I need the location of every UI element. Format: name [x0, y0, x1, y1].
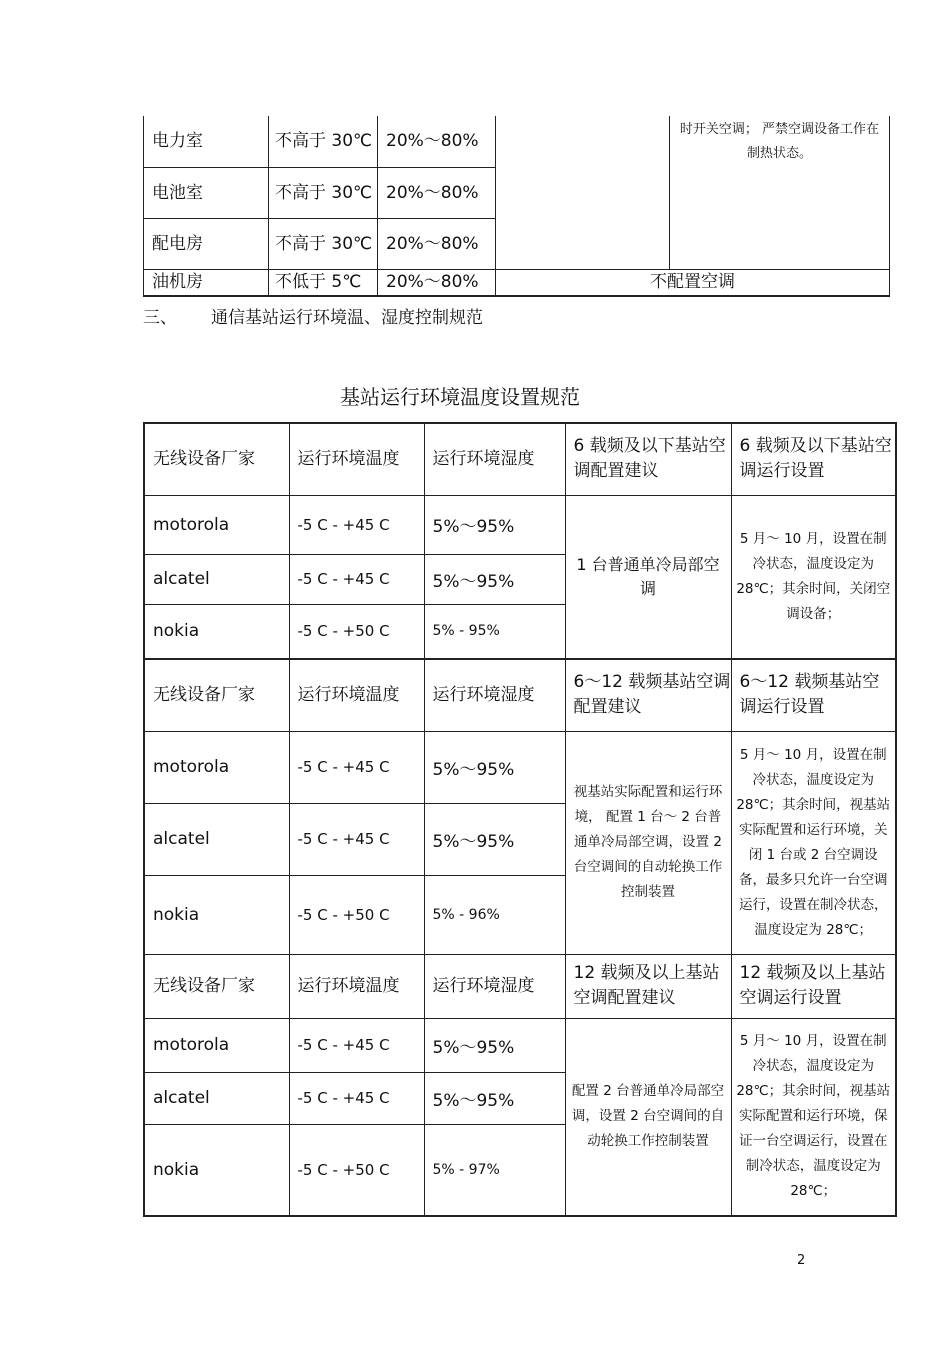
temp-cell: -5 C - +45 C — [289, 803, 424, 875]
vendor-cell: nokia — [144, 604, 289, 659]
table-title: 基站运行环境温度设置规范 — [340, 385, 580, 409]
room-cell: 配电房 — [144, 218, 269, 269]
temp-cell: -5 C - +45 C — [289, 1018, 424, 1072]
humidity-cell: 20%～80% — [378, 269, 496, 296]
aircon-note: 时开关空调； 严禁空调设备工作在制热状态。 — [670, 116, 890, 269]
config-cell: 配置 2 台普通单冷局部空调，设置 2 台空调间的自动轮换工作控制装置 — [565, 1018, 731, 1216]
temp-cell: -5 C - +45 C — [289, 495, 424, 554]
temp-cell: -5 C - +50 C — [289, 875, 424, 954]
humidity-cell: 5%～95% — [424, 803, 565, 875]
vendor-header: 无线设备厂家 — [144, 423, 289, 495]
temp-cell: -5 C - +50 C — [289, 604, 424, 659]
vendor-cell: alcatel — [144, 1072, 289, 1124]
no-aircon-cell: 不配置空调 — [496, 269, 890, 296]
temp-cell: 不高于 30℃ — [269, 116, 378, 167]
room-cell: 电力室 — [144, 116, 269, 167]
header-row — [144, 954, 896, 1018]
setting-header: 12 载频及以上基站空调运行设置 — [731, 954, 896, 1018]
humidity-cell: 20%～80% — [378, 167, 496, 218]
vendor-cell: motorola — [144, 1018, 289, 1072]
table-row — [144, 116, 890, 167]
section-number: 三、 — [143, 308, 177, 328]
config-cell: 视基站实际配置和运行环境， 配置 1 台～ 2 台普通单冷局部空调，设置 2 台空调间的自动轮换工作控制装置 — [565, 731, 731, 954]
humidity-cell: 5% - 96% — [424, 875, 565, 954]
vendor-cell: alcatel — [144, 554, 289, 604]
room-cell: 电池室 — [144, 167, 269, 218]
vendor-header: 无线设备厂家 — [144, 659, 289, 731]
temp-cell: 不低于 5℃ — [269, 269, 378, 296]
humidity-cell: 20%～80% — [378, 218, 496, 269]
table-row — [144, 269, 890, 296]
vendor-cell: motorola — [144, 495, 289, 554]
temp-header: 运行环境温度 — [289, 659, 424, 731]
config-header: 12 载频及以上基站空调配置建议 — [565, 954, 731, 1018]
vendor-header: 无线设备厂家 — [144, 954, 289, 1018]
humidity-cell: 5%～95% — [424, 731, 565, 803]
humidity-cell: 5%～95% — [424, 554, 565, 604]
humidity-cell: 5% - 95% — [424, 604, 565, 659]
temp-cell: -5 C - +45 C — [289, 1072, 424, 1124]
temp-cell: -5 C - +45 C — [289, 554, 424, 604]
temp-cell: 不高于 30℃ — [269, 167, 378, 218]
humidity-header: 运行环境湿度 — [424, 954, 565, 1018]
vendor-cell: motorola — [144, 731, 289, 803]
config-header: 6～12 载频基站空调配置建议 — [565, 659, 731, 731]
setting-cell: 5 月～ 10 月，设置在制冷状态，温度设定为 28℃；其余时间，视基站实际配置和运行环境，关闭 1 台或 2 台空调设备，最多只允许一台空调运行，设置在制冷状态，温度设定为 28℃； — [731, 731, 896, 954]
setting-header: 6～12 载频基站空调运行设置 — [731, 659, 896, 731]
header-row — [144, 423, 896, 495]
room-cell: 油机房 — [144, 269, 269, 296]
temp-cell: -5 C - +50 C — [289, 1124, 424, 1216]
header-row — [144, 659, 896, 731]
section-heading — [143, 303, 483, 328]
temp-cell: -5 C - +45 C — [289, 731, 424, 803]
setting-cell: 5 月～ 10 月，设置在制冷状态，温度设定为 28℃；其余时间，关闭空调设备； — [731, 495, 896, 659]
vendor-cell: nokia — [144, 1124, 289, 1216]
humidity-header: 运行环境湿度 — [424, 659, 565, 731]
config-header: 6 载频及以下基站空调配置建议 — [565, 423, 731, 495]
temp-header: 运行环境温度 — [289, 954, 424, 1018]
config-cell: 1 台普通单冷局部空调 — [565, 495, 731, 659]
humidity-header: 运行环境湿度 — [424, 423, 565, 495]
table-row — [144, 495, 896, 554]
page-number: 2 — [797, 1253, 806, 1268]
table-row — [144, 1018, 896, 1072]
room-environment-table — [143, 116, 890, 297]
table-row — [144, 731, 896, 803]
setting-cell: 5 月～ 10 月，设置在制冷状态，温度设定为 28℃；其余时间，视基站实际配置和运行环境，保证一台空调运行，设置在制冷状态，温度设定为 28℃； — [731, 1018, 896, 1216]
vendor-cell: alcatel — [144, 803, 289, 875]
vendor-cell: nokia — [144, 875, 289, 954]
empty-cell — [496, 116, 670, 269]
section-title: 通信基站运行环境温、湿度控制规范 — [211, 308, 483, 328]
humidity-cell: 5%～95% — [424, 1072, 565, 1124]
setting-header: 6 载频及以下基站空调运行设置 — [731, 423, 896, 495]
temp-cell: 不高于 30℃ — [269, 218, 378, 269]
humidity-cell: 5%～95% — [424, 495, 565, 554]
temperature-spec-table — [143, 422, 897, 1217]
humidity-cell: 5% - 97% — [424, 1124, 565, 1216]
temp-header: 运行环境温度 — [289, 423, 424, 495]
humidity-cell: 5%～95% — [424, 1018, 565, 1072]
humidity-cell: 20%～80% — [378, 116, 496, 167]
